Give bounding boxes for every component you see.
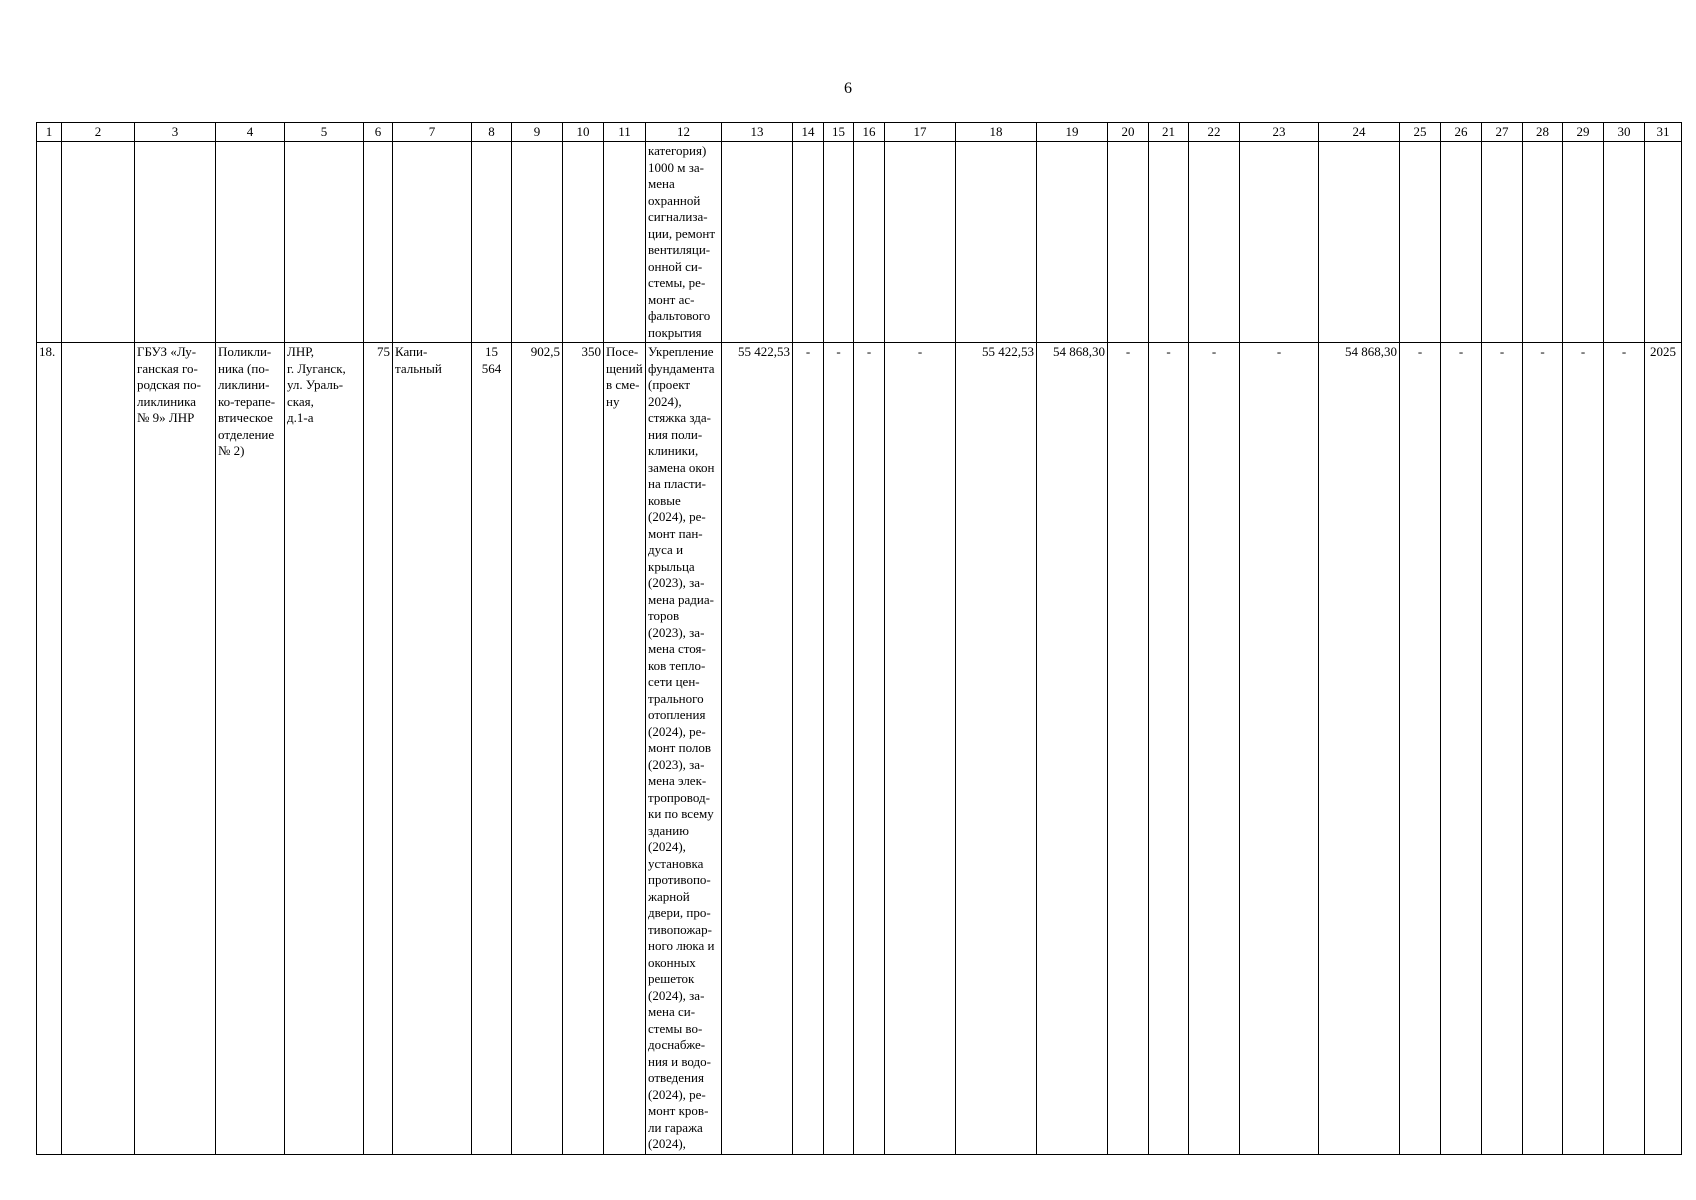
column-number-row [37,123,1682,142]
cell-30: - [1604,343,1645,1155]
data-table [36,122,1682,1155]
cell-2 [62,343,135,1155]
capacity-unit: Посе- щений в сме- ну [604,343,646,1155]
cell-18: 55 422,53 [956,343,1037,1155]
work-description-continued: категория) 1000 м за- мена охранной сигнализа- ции, ремонт вентиляци- онной си- стемы, ре- монт ас- фальтового покрытия [646,142,722,343]
column-number: 24 [1319,123,1400,142]
facility-name: Поликли- ника (по- ликлини- ко-терапе- втическое отделение № 2) [216,343,285,1155]
column-number: 5 [285,123,364,142]
cell-20: - [1108,343,1149,1155]
cell-27: - [1482,343,1523,1155]
column-number: 12 [646,123,722,142]
cell-29: - [1563,343,1604,1155]
column-number: 28 [1523,123,1563,142]
cost-total: 55 422,53 [722,343,793,1155]
column-number: 18 [956,123,1037,142]
column-number: 14 [793,123,824,142]
column-number: 11 [604,123,646,142]
cell-21: - [1149,343,1189,1155]
cell-23: - [1240,343,1319,1155]
cell-17: - [885,343,956,1155]
cell-15: - [824,343,854,1155]
column-number: 16 [854,123,885,142]
column-number: 8 [472,123,512,142]
cell-24: 54 868,30 [1319,343,1400,1155]
column-number: 10 [563,123,604,142]
column-number: 31 [1645,123,1682,142]
cell-28: - [1523,343,1563,1155]
cell-9: 902,5 [512,343,563,1155]
cell-8: 15 564 [472,343,512,1155]
column-number: 22 [1189,123,1240,142]
cell-26: - [1441,343,1482,1155]
completion-year: 2025 [1645,343,1682,1155]
table-row [37,343,1682,1155]
page-number: 6 [844,80,852,97]
cell-14: - [793,343,824,1155]
column-number: 30 [1604,123,1645,142]
column-number: 7 [393,123,472,142]
column-number: 3 [135,123,216,142]
facility-address: ЛНР, г. Луганск, ул. Ураль- ская, д.1-а [285,343,364,1155]
row-number: 18. [37,343,62,1155]
cell-22: - [1189,343,1240,1155]
column-number: 21 [1149,123,1189,142]
cell-10: 350 [563,343,604,1155]
column-number: 15 [824,123,854,142]
column-number: 20 [1108,123,1149,142]
column-number: 26 [1441,123,1482,142]
column-number: 25 [1400,123,1441,142]
institution-name: ГБУЗ «Лу- ганская го- родская по- ликлиника № 9» ЛНР [135,343,216,1155]
cell-16: - [854,343,885,1155]
column-number: 9 [512,123,563,142]
cell-25: - [1400,343,1441,1155]
cell-6: 75 [364,343,393,1155]
column-number: 1 [37,123,62,142]
column-number: 13 [722,123,793,142]
column-number: 23 [1240,123,1319,142]
work-description: Укрепление фундамента (проект 2024), стяжка зда- ния поли- клиники, замена окон на пласти- ковые (2024), ре- монт пан- дуса и крыльца (2023), за- мена радиа- торов (2023), за- мена стоя- ков тепло- сети цен- трального отопления (2024), ре- монт полов (2023), за- мена элек- тропровод- ки по всему зданию (2024), установка противопо- жарной двери, про- тивопожар- ного люка и оконных решеток (2024), за- мена си- стемы во- доснабже- ния и водо- отведения (2024), ре- монт кров- ли гаража (2024), [646,343,722,1155]
table-row-continued [37,142,1682,343]
column-number: 17 [885,123,956,142]
column-number: 2 [62,123,135,142]
column-number: 29 [1563,123,1604,142]
column-number: 6 [364,123,393,142]
cell-19: 54 868,30 [1037,343,1108,1155]
column-number: 4 [216,123,285,142]
column-number: 19 [1037,123,1108,142]
repair-type: Капи- тальный [393,343,472,1155]
column-number: 27 [1482,123,1523,142]
